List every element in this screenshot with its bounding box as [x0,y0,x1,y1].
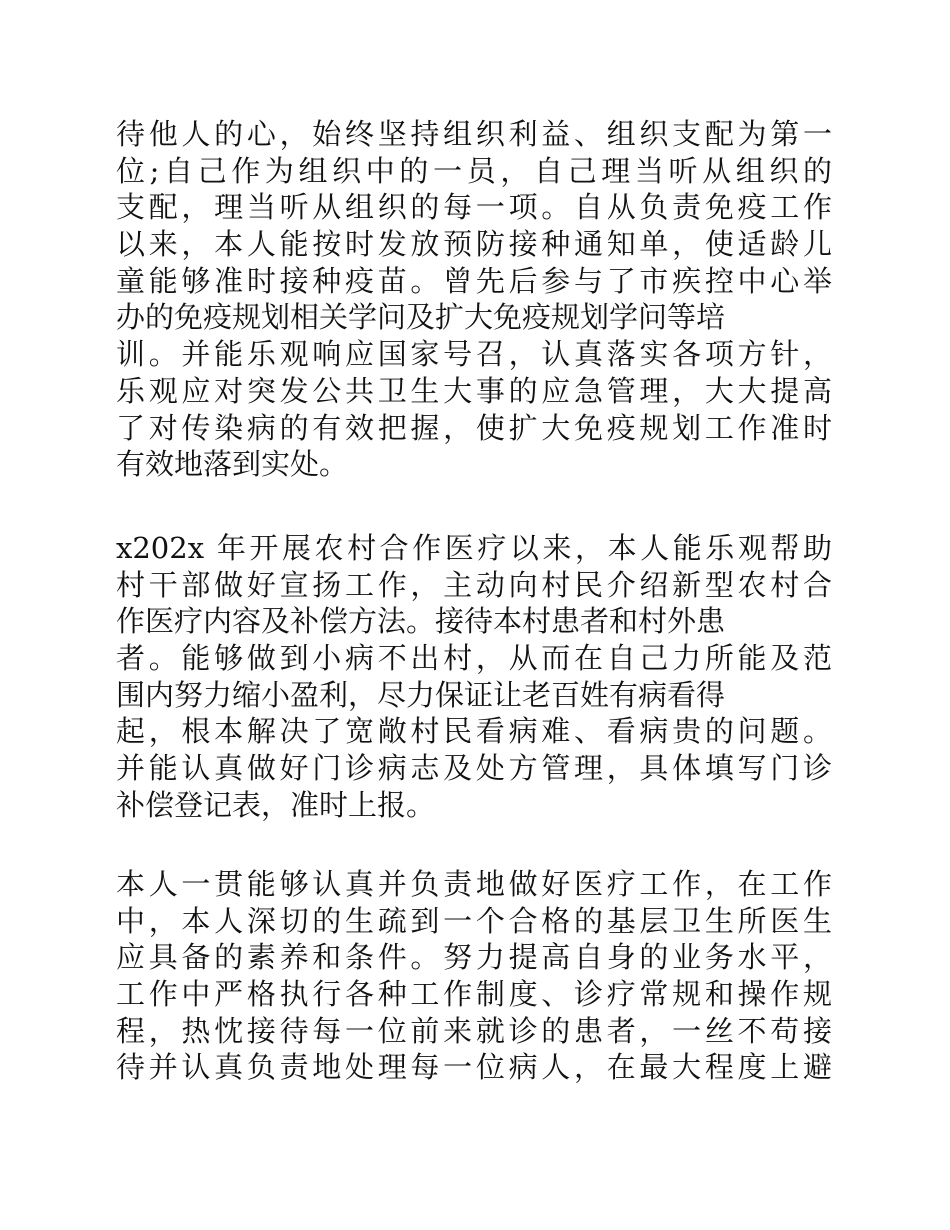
text-line: 应具备的素养和条件。努力提高自身的业务水平， [116,940,832,975]
text-line: x202x 年开展农村合作医疗以来，本人能乐观帮助 [116,531,832,565]
text-line: 并能认真做好门诊病志及处方管理，具体填写门诊 [116,751,832,786]
text-line: 位;自己作为组织中的一员，自己理当听从组织的 [116,153,832,188]
text-line: 起，根本解决了宽敞村民看病难、看病贵的问题。 [116,714,832,749]
text-line: 有效地落到实处。 [116,447,349,482]
paragraph-rural-cooperative-medical [116,530,832,824]
text-line: 村干部做好宣扬工作，主动向村民介绍新型农村合 [116,567,832,602]
text-line: 办的免疫规划相关学问及扩大免疫规划学问等培 [116,300,726,335]
text-line: 待并认真负责地处理每一位病人，在最大程度上避 [116,1050,832,1085]
text-line: 乐观应对突发公共卫生大事的应急管理，大大提高 [116,373,832,408]
text-line: 作医疗内容及补偿方法。接待本村患者和村外患 [116,604,726,639]
paragraph-medical-work [116,866,832,1086]
paragraph-immunization [116,116,832,483]
text-line: 了对传染病的有效把握，使扩大免疫规划工作准时 [116,410,832,445]
text-line: 程，热忱接待每一位前来就诊的患者，一丝不苟接 [116,1013,832,1048]
text-line: 以来，本人能按时发放预防接种通知单，使适龄儿 [116,227,832,262]
text-line: 中，本人深切的生疏到一个合格的基层卫生所医生 [116,903,832,938]
text-line: 补偿登记表，准时上报。 [116,787,436,822]
text-line: 童能够准时接种疫苗。曾先后参与了市疾控中心举 [116,263,832,298]
text-line: 支配，理当听从组织的每一项。自从负责免疫工作 [116,190,832,225]
text-line: 待他人的心，始终坚持组织利益、组织支配为第一 [116,117,832,151]
text-line: 者。能够做到小病不出村，从而在自己力所能及范 [116,641,832,676]
text-line: 本人一贯能够认真并负责地做好医疗工作，在工作 [116,867,832,901]
text-line: 围内努力缩小盈利，尽力保证让老百姓有病看得 [116,677,726,712]
text-line: 工作中严格执行各种工作制度、诊疗常规和操作规 [116,977,832,1012]
text-line: 训。并能乐观响应国家号召，认真落实各项方针， [116,337,832,372]
